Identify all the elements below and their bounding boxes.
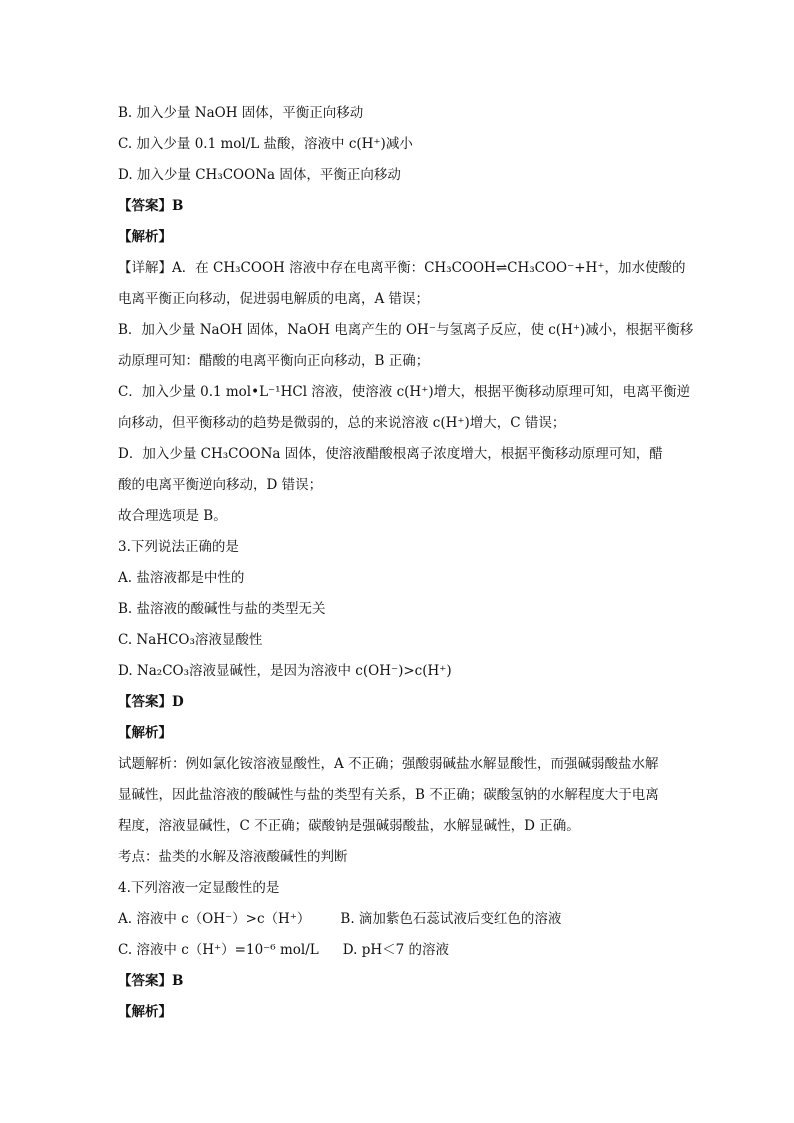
q4-answer: 【答案】B: [118, 973, 184, 989]
q3-option-b: B. 盐溶液的酸碱性与盐的类型无关: [118, 601, 326, 617]
q2-detail-line: 故合理选项是 B。: [118, 508, 227, 524]
q3-analysis-line: 程度，溶液显碱性，C 不正确；碳酸钠是强碱弱酸盐，水解显碱性，D 正确。: [118, 818, 580, 834]
q4-option-c: C. 溶液中 c（H⁺）=10⁻⁶ mol/L: [118, 942, 319, 958]
q3-answer: 【答案】D: [118, 694, 184, 710]
q2-detail-line: 酸的电离平衡逆向移动，D 错误；: [118, 477, 323, 493]
q4-analysis-title: 【解析】: [118, 1004, 172, 1020]
q2-detail-line: 向移动，但平衡移动的趋势是微弱的，总的来说溶液 c(H⁺)增大，C 错误；: [118, 415, 566, 431]
q4-option-b: B. 滴加紫色石蕊试液后变红色的溶液: [340, 911, 562, 927]
q4-options-ab: [118, 904, 678, 935]
q2-detail-line: 【详解】A．在 CH₃COOH 溶液中存在电离平衡：CH₃COOH⇌CH₃COO⁻+H⁺，加水使酸的: [118, 260, 686, 276]
q2-option-c: C. 加入少量 0.1 mol/L 盐酸，溶液中 c(H⁺)减小: [118, 136, 413, 152]
q4-options-cd: [118, 935, 678, 966]
q2-option-d: D. 加入少量 CH₃COONa 固体，平衡正向移动: [118, 167, 401, 183]
q3-analysis-line: 显碱性，因此盐溶液的酸碱性与盐的类型有关系，B 不正确；碳酸氢钠的水解程度大于电离: [118, 787, 659, 803]
q2-detail-line: 电离平衡正向移动，促进弱电解质的电离，A 错误；: [118, 291, 430, 307]
q3-option-d: D. Na₂CO₃溶液显碱性，是因为溶液中 c(OH⁻)>c(H⁺): [118, 663, 452, 679]
q3-analysis-title: 【解析】: [118, 725, 172, 741]
q3-stem: 3.下列说法正确的是: [118, 539, 239, 555]
q2-detail-line: B．加入少量 NaOH 固体，NaOH 电离产生的 OH⁻与氢离子反应，使 c(H⁺)减小，根据平衡移: [118, 322, 694, 338]
document-page: [118, 98, 694, 1028]
q2-detail-line: D．加入少量 CH₃COONa 固体，使溶液醋酸根离子浓度增大，根据平衡移动原理可知，醋: [118, 446, 663, 462]
q4-option-d: D. pH＜7 的溶液: [342, 942, 449, 958]
q3-option-a: A. 盐溶液都是中性的: [118, 570, 245, 586]
q2-answer: 【答案】B: [118, 198, 184, 214]
q4-stem: 4.下列溶液一定显酸性的是: [118, 880, 280, 896]
q3-point: 考点：盐类的水解及溶液酸碱性的判断: [118, 849, 348, 865]
q2-detail-line: 动原理可知：醋酸的电离平衡向正向移动，B 正确；: [118, 353, 430, 369]
q3-analysis-line: 试题解析：例如氯化铵溶液显酸性，A 不正确；强酸弱碱盐水解显酸性，而强碱弱酸盐水解: [118, 756, 659, 772]
q2-analysis-title: 【解析】: [118, 229, 172, 245]
q3-option-c: C. NaHCO₃溶液显酸性: [118, 632, 263, 648]
q4-option-a: A. 溶液中 c（OH⁻）>c（H⁺）: [118, 911, 311, 927]
q2-option-b: B. 加入少量 NaOH 固体，平衡正向移动: [118, 105, 364, 121]
q2-detail-line: C．加入少量 0.1 mol•L⁻¹HCl 溶液，使溶液 c(H⁺)增大，根据平衡移动原理可知，电离平衡逆: [118, 384, 691, 400]
